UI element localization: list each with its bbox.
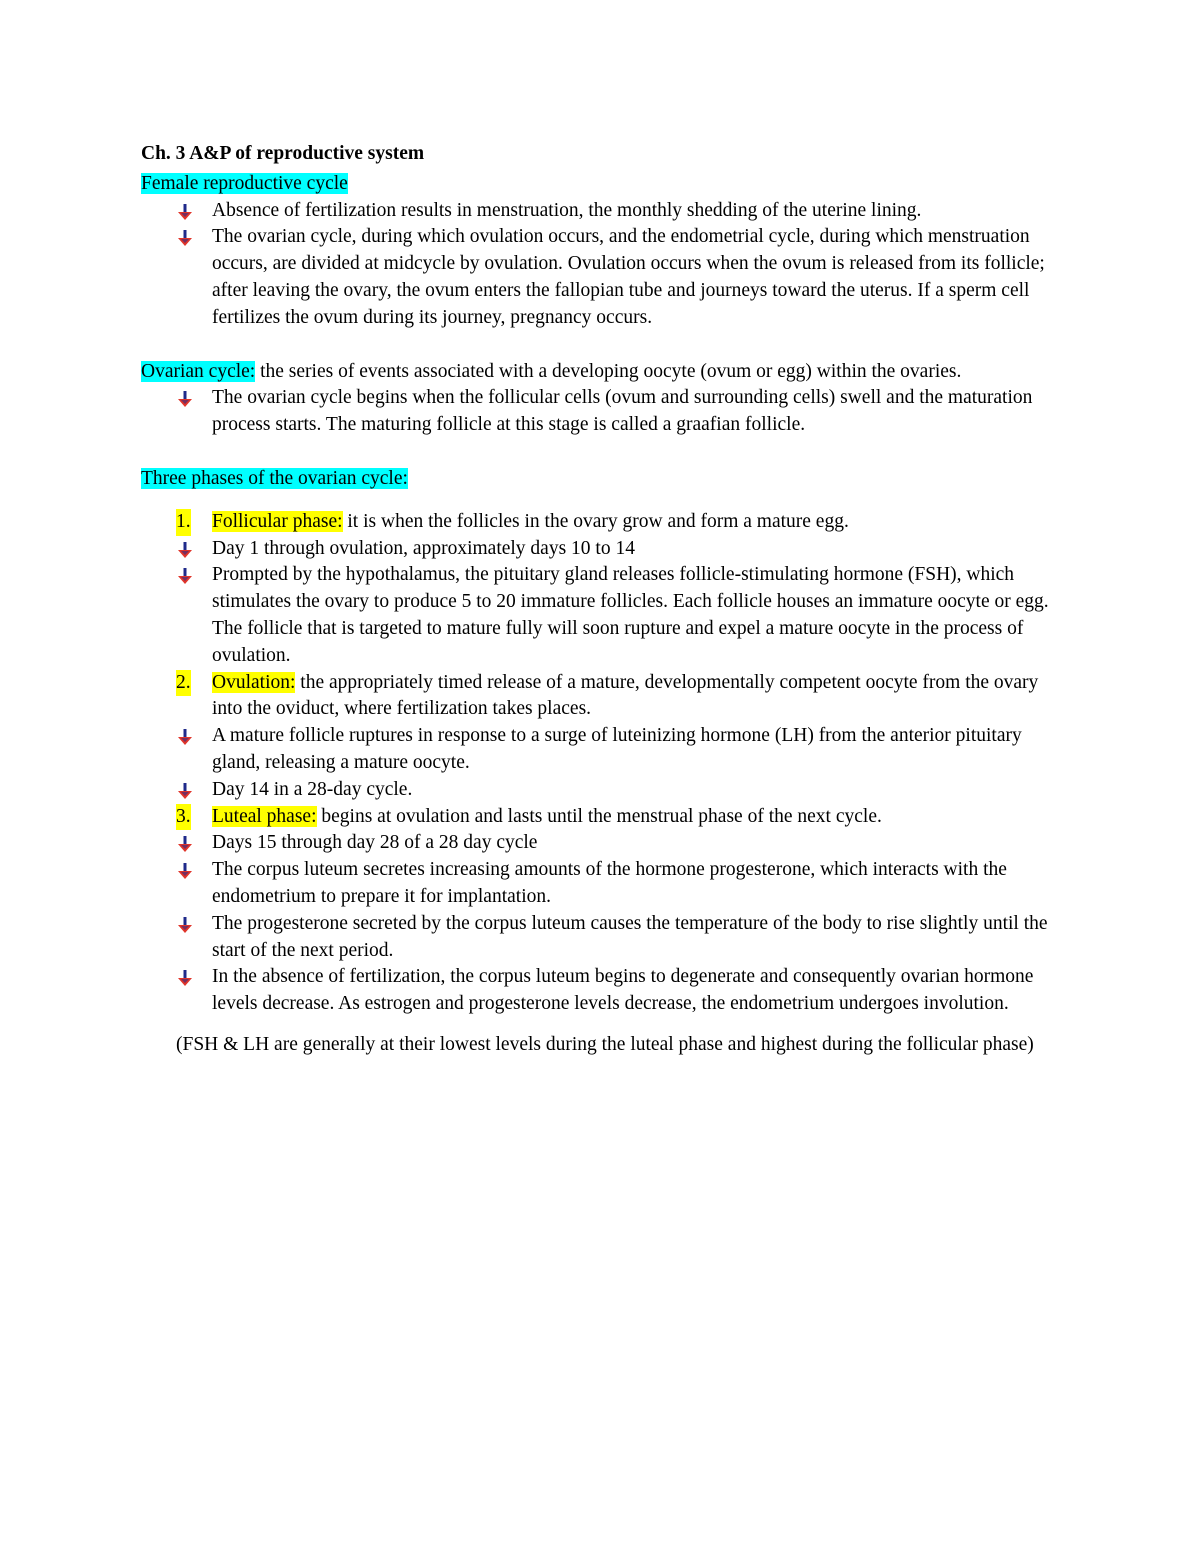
closing-note: (FSH & LH are generally at their lowest levels during the luteal phase and highest during the follicular phase) [176,1033,1034,1055]
female-cycle-bullets [141,198,1061,332]
section-heading-female-cycle [141,171,1061,198]
ovarian-cycle-bullets [141,385,1061,439]
ovarian-cycle-definition [141,359,1061,386]
bullet-text: The corpus luteum secretes increasing amounts of the hormone progesterone, which interacts with the endometrium to prepare it for implantation. [212,859,1007,907]
list-item [141,723,1061,777]
arrow-down-icon [177,391,193,407]
item-text: begins at ovulation and lasts until the menstrual phase of the next cycle. [316,805,882,827]
list-item [141,857,1061,911]
bullet-text: Absence of fertilization results in menstruation, the monthly shedding of the uterine lining. [212,199,922,221]
highlighted-heading: Three phases of the ovarian cycle: [141,467,408,489]
bullet-text: The ovarian cycle, during which ovulation occurs, and the endometrial cycle, during which menstruation occurs, are divided at midcycle by ovulation. Ovulation occurs when the ovum is released from its follicle; after leaving the ovary, the ovum enters the fallopian tube and journeys toward the uterus. If a sperm cell fertilizes the ovum during its journey, pregnancy occurs. [212,226,1045,328]
arrow-down-icon [177,568,193,584]
bullet-text: Prompted by the hypothalamus, the pituitary gland releases follicle-stimulating hormone (FSH), which stimulates the ovary to produce 5 to 20 immature follicles. Each follicle houses an immature oocyte or egg. The follicle that is targeted to mature fully will soon rupture and expel a mature oocyte in the process of ovulation. [212,564,1049,666]
list-item [141,964,1061,1018]
list-item [141,777,1061,804]
item-text: it is when the follicles in the ovary grow and form a mature egg. [342,510,849,532]
list-item [141,804,1061,831]
bullet-text: Day 14 in a 28-day cycle. [212,778,413,800]
arrow-down-icon [177,204,193,220]
bullet-text: A mature follicle ruptures in response to a surge of luteinizing hormone (LH) from the anterior pituitary gland, releasing a mature oocyte. [212,725,1022,773]
definition-text: the series of events associated with a developing oocyte (ovum or egg) within the ovaries. [255,360,962,382]
bullet-text: The ovarian cycle begins when the follicular cells (ovum and surrounding cells) swell and the maturation process starts. The maturing follicle at this stage is called a graafian follicle. [212,387,1033,436]
item-number: 3. [176,804,191,831]
phases-list [141,509,1061,1018]
arrow-down-icon [177,970,193,986]
arrow-down-icon [177,836,193,852]
highlighted-term: Ovarian cycle: [141,360,256,382]
item-number: 2. [176,670,191,697]
item-text: the appropriately timed release of a mature, developmentally competent oocyte from the ovary into the oviduct, where fertilization takes places. [212,671,1039,720]
list-item [141,911,1061,965]
list-item [141,198,1061,225]
list-item [141,562,1061,669]
arrow-down-icon [177,729,193,745]
bullet-text: The progesterone secreted by the corpus luteum causes the temperature of the body to rise slightly until the start of the next period. [212,912,1048,961]
bullet-text: In the absence of fertilization, the corpus luteum begins to degenerate and consequently ovarian hormone levels decrease. As estrogen and progesterone levels decrease, the endometrium undergoes involution. [212,966,1034,1015]
document-content [141,141,1061,1059]
list-item [141,830,1061,857]
section-heading-three-phases [141,466,1061,493]
bullet-text: Days 15 through day 28 of a 28 day cycle [212,832,538,854]
arrow-down-icon [177,542,193,558]
document-title: Ch. 3 A&P of reproductive system [141,143,425,164]
highlighted-heading: Female reproductive cycle [141,172,348,194]
arrow-down-icon [177,917,193,933]
phase-term: Ovulation: [212,671,296,693]
list-item [141,224,1061,331]
arrow-down-icon [177,783,193,799]
bullet-text: Day 1 through ovulation, approximately days 10 to 14 [212,537,635,559]
phase-term: Follicular phase: [212,510,343,532]
list-item [141,385,1061,439]
arrow-down-icon [177,230,193,246]
item-number: 1. [176,509,191,536]
arrow-down-icon [177,863,193,879]
list-item [141,536,1061,563]
phase-term: Luteal phase: [212,805,317,827]
list-item [141,670,1061,724]
list-item [141,509,1061,536]
